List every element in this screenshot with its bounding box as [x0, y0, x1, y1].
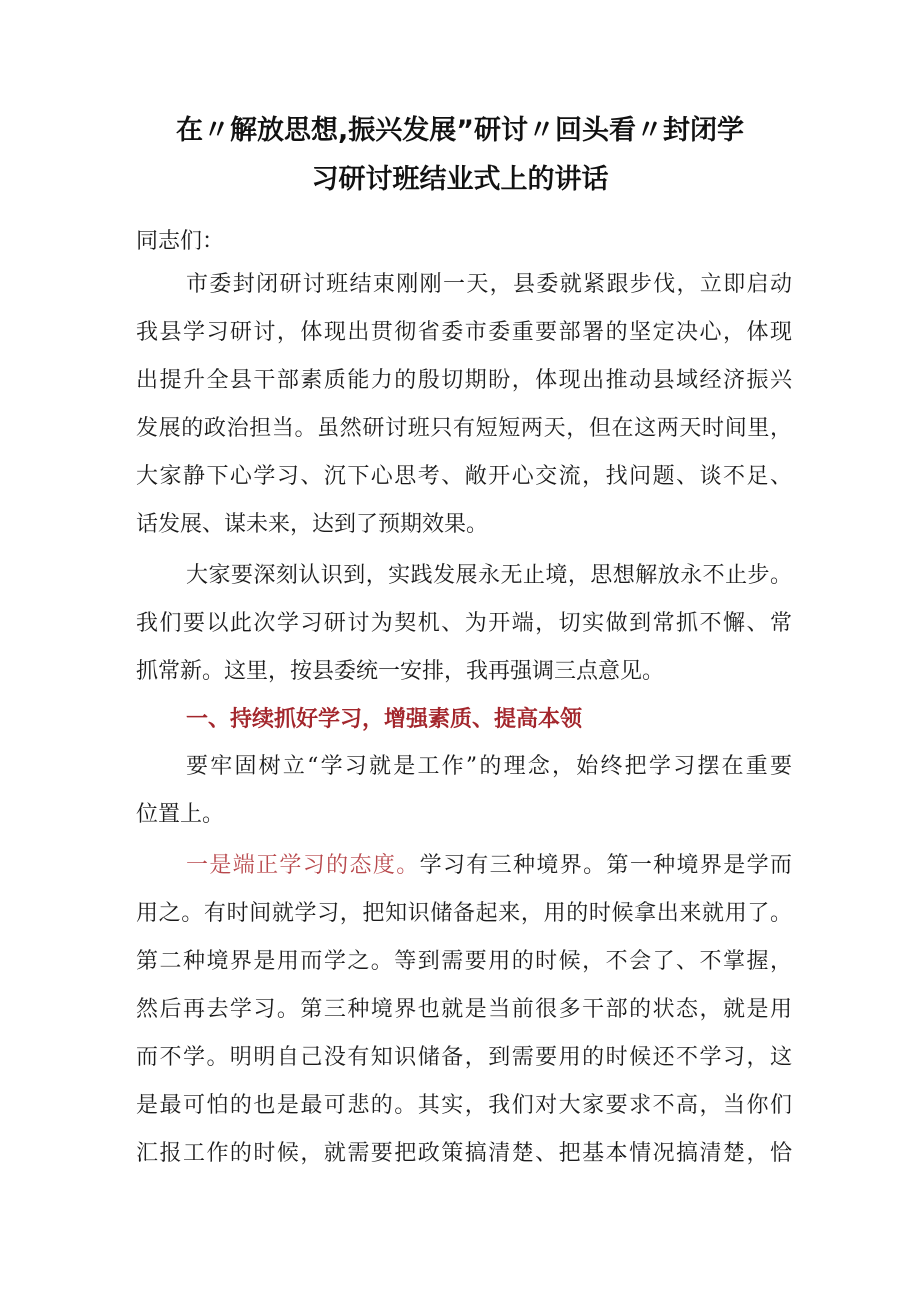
document-title-line-1: 在〃解放思想,振兴发展”研讨〃回头看〃封闭学 [175, 115, 744, 146]
paragraph-1-line: 大家静下心学习、沉下心思考、敞开心交流，找问题、谈不足、 [136, 464, 792, 489]
paragraph-4-line [186, 850, 792, 882]
paragraph-4-line: 然后再去学习。第三种境界也就是当前很多干部的状态，就是用 [136, 997, 792, 1022]
salutation: 同志们： [136, 229, 225, 254]
paragraph-4-line: 用之。有时间就学习，把知识储备起来，用的时候拿出来就用了。 [136, 901, 792, 926]
paragraph-1-line: 话发展、谋未来，达到了预期效果。 [136, 512, 489, 537]
paragraph-3-line: 要牢固树立“学习就是工作”的理念，始终把学习摆在重要 [186, 754, 792, 779]
paragraph-2-line: 大家要深刻认识到，实践发展永无止境，思想解放永不止步。 [186, 563, 792, 588]
paragraph-1-line: 我县学习研讨，体现出贯彻省委市委重要部署的坚定决心，体现 [136, 320, 792, 345]
paragraph-4-first-rest: 学习有三种境界。第一种境界是学而 [419, 853, 792, 878]
paragraph-2-line: 抓常新。这里，按县委统一安排，我再强调三点意见。 [136, 659, 665, 684]
paragraph-3-line: 位置上。 [136, 802, 225, 827]
paragraph-4-line: 汇报工作的时候，就需要把政策搞清楚、把基本情况搞清楚，恰 [136, 1141, 792, 1166]
paragraph-4-line: 第二种境界是用而学之。等到需要用的时候，不会了、不掌握， [136, 949, 792, 974]
paragraph-1-line: 发展的政治担当。虽然研讨班只有短短两天，但在这两天时间里， [136, 416, 792, 441]
section-heading-1: 一、持续抓好学习，增强素质、提高本领 [186, 707, 583, 732]
paragraph-2-line: 我们要以此次学习研讨为契机、为开端，切实做到常抓不懈、常 [136, 611, 792, 636]
document-title-line-2: 习研讨班结业式上的讲话 [311, 164, 609, 195]
paragraph-4-line: 是最可怕的也是最可悲的。其实，我们对大家要求不高，当你们 [136, 1093, 792, 1118]
paragraph-1-line: 市委封闭研讨班结束刚刚一天，县委就紧跟步伐，立即启动 [186, 272, 792, 297]
paragraph-4-lead: 一是端正学习的态度。 [186, 853, 420, 878]
paragraph-1-line: 出提升全县干部素质能力的殷切期盼，体现出推动县域经济振兴 [136, 368, 792, 393]
paragraph-4-line: 而不学。明明自己没有知识储备，到需要用的时候还不学习，这 [136, 1045, 792, 1070]
